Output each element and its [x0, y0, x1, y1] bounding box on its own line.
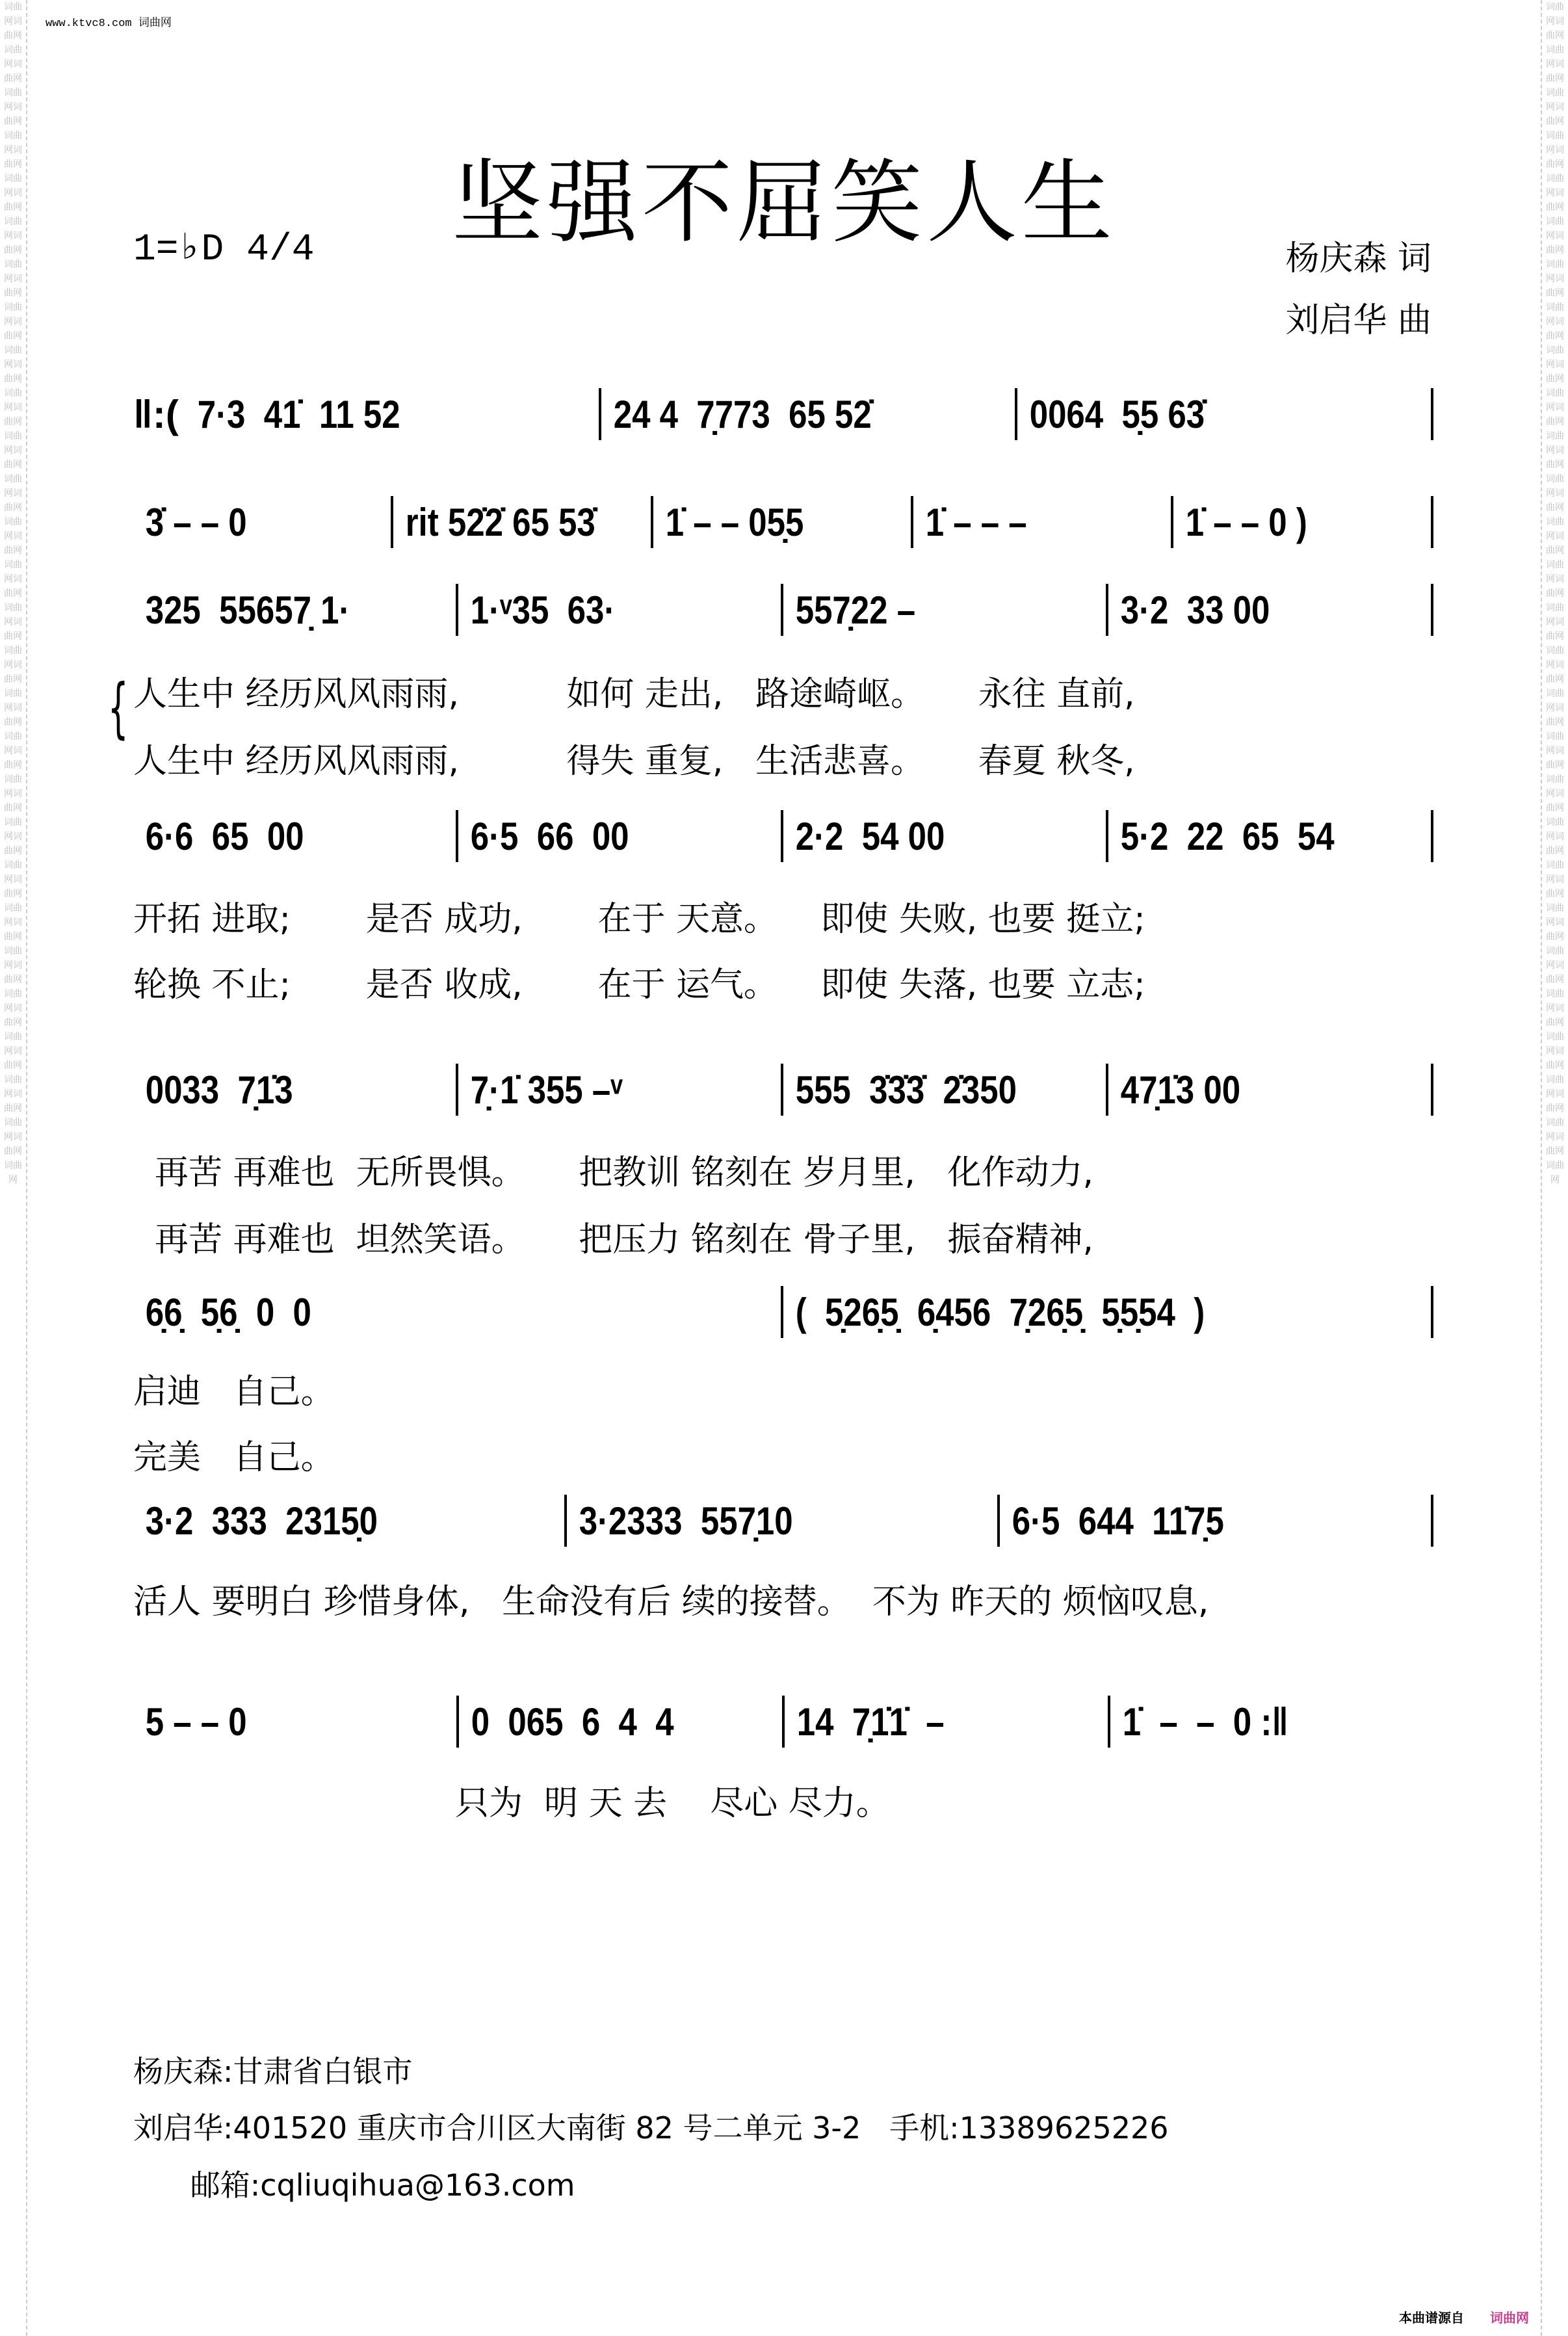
measure: 6̣6̣ 5̣6̣ 0 0	[145, 1290, 311, 1334]
bar-line	[1431, 1286, 1433, 1338]
lyric-line: 只为 明 天 去 尽心 尽力。	[455, 1784, 890, 1823]
measure: 47̣1̇3 00	[1120, 1068, 1241, 1112]
measure: 0064 5̣5 63̇	[1029, 392, 1205, 436]
measure: 6·6 65 00	[145, 814, 304, 858]
measure: 24 4 7̣773 65 52̇	[613, 392, 872, 436]
score-row	[133, 1692, 1433, 1751]
measure: 7·3 41̇ 11 52	[197, 392, 400, 436]
score-row	[133, 1491, 1433, 1550]
lyric-line: 人生中 经历风风雨雨, 如何 走出, 路途崎岖。 永往 直前,	[133, 675, 1135, 714]
lyric-line: 完美 自己。	[133, 1438, 335, 1477]
bar-line	[1431, 496, 1433, 548]
measure: 1̇ – – –	[925, 500, 1027, 544]
measure: 3·2333 557̣10	[579, 1499, 793, 1543]
bar-line	[1431, 584, 1433, 636]
composer-credit: 刘启华 曲	[1285, 301, 1431, 340]
measure: 2·2 54 00	[795, 814, 945, 858]
source-note	[1399, 2307, 1529, 2326]
key-signature: 1=♭D 4/4	[133, 229, 315, 271]
repeat-start: ‖:(	[133, 392, 179, 436]
lyric-line: 开拓 进取; 是否 成功, 在于 天意。 即使 失败, 也要 挺立;	[133, 900, 1145, 939]
measure: 555 3̇3̇3̇ 2̇350	[795, 1068, 1017, 1112]
measure: 1·ᵛ35 63·	[470, 588, 616, 632]
lyric-line: 人生中 经历风风雨雨, 得失 重复, 生活悲喜。 春夏 秋冬,	[133, 742, 1135, 781]
measure: 0 065 6 4 4	[471, 1700, 674, 1744]
measure: ( 5̣26̣5̣ 6̣456 7̣26̣5̣ 5̣5̣54 )	[795, 1290, 1205, 1334]
measure: 1̇ – – 05̣5	[665, 500, 804, 544]
lyric-line: 轮换 不止; 是否 收成, 在于 运气。 即使 失落, 也要 立志;	[133, 965, 1145, 1004]
measure: 0033 7̣1̇3	[145, 1068, 293, 1112]
verse-brace: {	[107, 670, 129, 746]
measure: 6·5 644 11̇7̣5	[1012, 1499, 1225, 1543]
source-label: 本曲谱源自	[1399, 2310, 1464, 2326]
measure: 1̇ – – 0 :‖	[1122, 1700, 1288, 1744]
bar-line	[1431, 388, 1433, 440]
source-brand: 词曲网	[1490, 2310, 1529, 2326]
bar-line	[1431, 810, 1433, 862]
footer-composer-address: 刘启华:401520 重庆市合川区大南街 82 号二单元 3-2 手机:13389625226	[133, 2110, 1169, 2146]
score-row	[133, 807, 1433, 865]
watermark-edge-right: 词曲网词曲网词曲网词曲网词曲网词曲网词曲网词曲网词曲网词曲网词曲网词曲网词曲网词曲网词曲网词曲网词曲网词曲网词曲网词曲网词曲网词曲网词曲网词曲网词曲网词曲网词曲网词曲网词曲网词曲网词曲网词曲网词曲网词曲网词曲网词曲网词曲网词曲网词曲网词曲网词曲网词曲网词曲网词曲网词曲网词曲网词曲网词曲网词曲网词曲网词曲网词曲网词曲网词曲网词曲网	[1541, 0, 1568, 2336]
score-row	[133, 1060, 1433, 1119]
song-title: 坚强不屈笑人生	[451, 150, 1116, 256]
lyric-line: 再苦 再难也 坦然笑语。 把压力 铭刻在 骨子里, 振奋精神,	[133, 1220, 1093, 1259]
measure: 14 7̣1̇1̇ –	[796, 1700, 945, 1744]
bar-line	[1431, 1495, 1433, 1547]
measure: 1̇ – – 0 )	[1185, 500, 1307, 544]
lyric-line: 再苦 再难也 无所畏惧。 把教训 铭刻在 岁月里, 化作动力,	[133, 1153, 1093, 1192]
score-row	[133, 385, 1433, 443]
measure: 7̣·1̇ 355 –ᵛ	[470, 1068, 623, 1112]
lyric-line: 活人 要明白 珍惜身体, 生命没有后 续的接替。 不为 昨天的 烦恼叹息,	[133, 1582, 1209, 1621]
measure: 6·5 66 00	[470, 814, 629, 858]
measure: 3̇ – – 0	[145, 500, 247, 544]
score-row	[133, 1283, 1433, 1341]
measure: 325 55657̣ 1·	[145, 588, 350, 632]
measure: 557̣22 –	[795, 588, 916, 632]
measure: 3·2 33 00	[1120, 588, 1270, 632]
measure: rit 52̇2̇ 65 53̇	[405, 500, 595, 544]
measure: 5 – – 0	[145, 1700, 247, 1744]
measure: 5·2 22 65 54	[1120, 814, 1335, 858]
score-row	[133, 493, 1433, 551]
site-watermark: www.ktvc8.com 词曲网	[46, 18, 172, 30]
footer-email: 邮箱:cqliuqihua@163.com	[133, 2168, 575, 2203]
measure: 3·2 333 2315̣0	[145, 1499, 378, 1543]
lyric-line: 启迪 自己。	[133, 1372, 335, 1411]
watermark-edge-left: 词曲网词曲网词曲网词曲网词曲网词曲网词曲网词曲网词曲网词曲网词曲网词曲网词曲网词曲网词曲网词曲网词曲网词曲网词曲网词曲网词曲网词曲网词曲网词曲网词曲网词曲网词曲网词曲网词曲网词曲网词曲网词曲网词曲网词曲网词曲网词曲网词曲网词曲网词曲网词曲网词曲网词曲网词曲网词曲网词曲网词曲网词曲网词曲网词曲网词曲网词曲网词曲网词曲网词曲网词曲网	[0, 0, 27, 2336]
footer-lyricist-address: 杨庆森:甘肃省白银市	[133, 2054, 413, 2089]
lyricist-credit: 杨庆森 词	[1285, 239, 1431, 278]
bar-line	[1431, 1064, 1433, 1116]
score-row	[133, 581, 1433, 639]
